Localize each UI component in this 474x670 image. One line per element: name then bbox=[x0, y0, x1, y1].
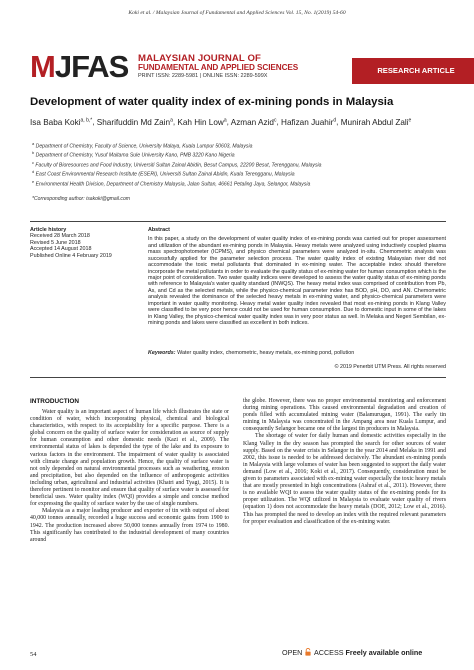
keywords-label: Keywords: bbox=[148, 350, 176, 356]
page-number: 54 bbox=[30, 651, 37, 658]
journal-logo[interactable] bbox=[30, 49, 129, 84]
affiliation-mark: e bbox=[32, 178, 35, 184]
running-head: Koki et al. / Malaysian Journal of Fundamental and Applied Sciences Vol. 15, No. 1(2019) 54-60 bbox=[128, 10, 346, 16]
affiliation-list bbox=[32, 141, 452, 188]
affiliation bbox=[32, 169, 452, 178]
journal-name-line1: MALAYSIAN JOURNAL OF bbox=[138, 53, 261, 64]
author-affiliation-mark: a bbox=[223, 117, 227, 123]
body-column-right bbox=[243, 398, 446, 526]
affiliation-mark: a bbox=[32, 141, 35, 146]
abstract bbox=[148, 227, 446, 327]
affiliation-text: Department of Chemistry, Faculty of Science, University Malaya, Kuala Lumpur 50603, Malaysia bbox=[35, 143, 253, 150]
affiliation bbox=[32, 141, 452, 150]
author-name: Munirah Abdul Zali bbox=[340, 117, 409, 127]
affiliation-mark: c bbox=[32, 159, 34, 165]
history-accepted: Accepted 14 August 2018 bbox=[30, 246, 92, 253]
article-title: Development of water quality index of ex-mining ponds in Malaysia bbox=[30, 96, 394, 108]
logo-jfas: JFAS bbox=[54, 49, 129, 84]
affiliation-text: Environmental Health Division, Department of Chemistry Malaysia, Jalan Sultan, 46661 Petaling Jaya, Selangor, Malaysia bbox=[35, 181, 311, 188]
corresponding-author[interactable]: *Corresponding author: isakoki@gmail.com bbox=[32, 196, 131, 202]
author bbox=[97, 118, 173, 127]
article-history-heading: Article history bbox=[30, 227, 67, 233]
author-name: Azman Azid bbox=[230, 117, 274, 127]
article-type-badge: RESEARCH ARTICLE bbox=[352, 58, 474, 84]
paragraph: Malaysia as a major leading producer and exporter of tin with output of about 40,000 tonnes annually, recorded a huge success and economic gains from 1900 to 1942. The production increased above 50,000 tonnes annually from 1974 to 1980. This significantly has contributed to the industrial development of many countries around bbox=[30, 508, 229, 543]
keywords bbox=[148, 350, 446, 356]
oa-freely-available: Freely available online bbox=[345, 648, 423, 657]
author-name: Kah Hin Low bbox=[177, 117, 224, 127]
affiliation-mark: b bbox=[32, 150, 35, 156]
author-affiliation-mark: c bbox=[273, 117, 277, 123]
author-affiliation-mark: a, b,* bbox=[80, 117, 93, 123]
affiliation bbox=[32, 160, 452, 169]
section-heading-introduction: INTRODUCTION bbox=[30, 398, 79, 405]
divider bbox=[30, 377, 446, 378]
keywords-text: Water quality index, chemometric, heavy metals, ex-mining pond, pollution bbox=[177, 350, 355, 356]
history-revised: Revised 5 June 2018 bbox=[30, 239, 81, 246]
affiliation-text: East Coast Environmental Research Institute (ESERI), Universiti Sultan Zainal Abidin, Kuala Terengganu, Malaysia bbox=[35, 172, 295, 179]
affiliation-text: Faculty of Bioresources and Food Industry, Universiti Sultan Zainal Abidin, Besut Campus, 22200 Besut, Terengganu, Malaysia bbox=[35, 162, 322, 169]
affiliation bbox=[32, 150, 452, 159]
abstract-heading: Abstract bbox=[148, 227, 170, 233]
author-affiliation-mark: d bbox=[333, 117, 337, 123]
author bbox=[30, 118, 92, 127]
author-affiliation-mark: e bbox=[408, 117, 412, 123]
affiliation bbox=[32, 179, 452, 188]
paragraph: the globe. However, there was no proper environmental monitoring and enforcement during mining operations. This caused environmental degradation and creation of ponds filled with accumulated mining water (Balamurugan, 1991). The early tin mining in Malaysia was concentrated in the Ampang area near Kuala Lumpur, and consequently Selangor became one of the largest tin producers in Malaysia. bbox=[243, 398, 446, 433]
abstract-text: In this paper, a study on the development of water quality index of ex-mining ponds was carried out for proper assessment and utilization of the abundant ex-mining ponds in Malaysia. Heavy metals were analyzed using inductively coupled plasma mass spectrophotometer (ICPMS), and physico chemical parameters were analyzed in-situ. Chemometric analysis was successfully applied for the parameter selection process. The water quality index of existing Malaysian river did not accommodate the toxic metal pollutants that dominated in ex-mining water. The acceptable index should therefore incorporate the metal pollutants in order to evaluate the quality status of ex-mining water for human consumption which is the major point of consideration. Two water quality indices were developed to assess the water quality status of ex-mining ponds with reference to Malaysia's water quality standard (INWQS). The heavy metal index was comprised of contribution from Pb, As, and Cd as the selected metals, while the physico-chemical parameter index has BOD, pH, DO, and AN. Chemometric analysis revealed the dominance of the selected heavy metals in ex-mining water, and physico-chemical parameters were important in water quality monitoring. Heavy metal water quality index revealed that most ex-mining ponds in Klang Valley were classified to be very poor hence could not be used for human consumption. Due to domestic input in some of the lakes in Klang Valley, the physico-chemical water quality index was in very poor status as well. In Melaka and Negeri Sembilan, ex-mining ponds and lakes were classified as excellent in both indices. bbox=[148, 236, 446, 327]
copyright-notice: © 2019 Penerbit UTM Press. All rights reserved bbox=[334, 364, 446, 370]
divider bbox=[30, 221, 446, 222]
affiliation-mark: d bbox=[32, 169, 35, 175]
author-name: Isa Baba Koki bbox=[30, 117, 81, 127]
affiliation-text: Department of Chemistry, Yusuf Maitama Sule University Kano, PMB 3220 Kano Nigeria bbox=[35, 153, 235, 160]
author-affiliation-mark: a bbox=[170, 117, 173, 123]
author bbox=[231, 118, 277, 127]
logo-m: M bbox=[30, 49, 55, 84]
oa-open-label: OPEN bbox=[282, 648, 303, 657]
journal-name-line2: FUNDAMENTAL AND APPLIED SCIENCES bbox=[138, 63, 299, 72]
journal-masthead bbox=[30, 49, 455, 90]
open-access-banner[interactable] bbox=[282, 648, 422, 657]
author bbox=[341, 118, 412, 127]
paragraph: The shortage of water for daily human and domestic activities especially in the Klang Valley in the dry season has prompted the search for other sources of water supply. Based on the water crisis in Selangor in the year 2014 and Melaka in 1991 and 2002, this issue is needed to be addressed decisively. The abundant ex-mining ponds in Malaysia with large volumes of water has been suggested to support the daily water demand (Low et al., 2016; Koki et al., 2017). Consequently, consideration must be given to parameters associated with ex-mining water especially the toxic heavy metals that are mostly presented in high concentrations (Ashraf et al., 2011). However, there is no available WQI to assess the water quality status of the ex-mining ponds for its proper utilization. The WQI utilized in Malaysia to evaluate water quality of rivers (equation 1) does not accommodate the heavy metals (DOE, 2012; Low et al., 2016). This has prompted the need to develop an index with the required relevant parameters for proper evaluation and classification of the ex-mining water. bbox=[243, 433, 446, 525]
author bbox=[281, 118, 336, 127]
article-history bbox=[30, 227, 140, 259]
history-received: Received 28 March 2018 bbox=[30, 233, 90, 240]
author bbox=[177, 118, 226, 127]
author-name: Hafizan Juahir bbox=[281, 117, 334, 127]
body-column-left bbox=[30, 409, 229, 544]
author-name: Sharifuddin Md Zain bbox=[96, 117, 171, 127]
paragraph: Water quality is an important aspect of human life which illustrates the state or condition of water, which incorporating physical, chemical and biological characteristics, with respect to its acceptability for a specific purpose. There is a global concern on the quality of surface water for consideration as source of supply for human consumption and other domestic needs (Kazi et al., 2009). The environmental status of lakes is depended the type of the lake and its exposure to various factors in the environment. The impairment of water quality is associated with climate change and population growth. Hence, the quality of surface water is not only depended on natural environmental processes such as weathering, erosion and precipitation, but also depended on the influence of anthropogenic activities including urban, agricultural and industrial activities (Khatri and Tyagi, 2015). It is therefore pertinent to monitor and ensure that quality of surface water is assessed for beneficial uses. Water quality index (WQI) provides a simple and concise method for expressing the quality of surface water by the use of single numbers. bbox=[30, 409, 229, 508]
journal-name bbox=[138, 54, 298, 72]
history-published: Published Online 4 February 2019 bbox=[30, 252, 112, 259]
open-lock-icon bbox=[305, 648, 311, 656]
issn-line: PRINT ISSN: 2289-5981 | ONLINE ISSN: 2289-599X bbox=[138, 73, 268, 79]
author-list: Isa Baba Koki$^{a, b,*}$, Sharifuddin Md Zain$^a$, Kah Hin Low$^a$, Azman Azid$^c$, Hafizan Juahir$^d$, Munirah Abdul Zali$^e$ bbox=[30, 117, 412, 127]
oa-access-label: ACCESS bbox=[313, 648, 344, 657]
